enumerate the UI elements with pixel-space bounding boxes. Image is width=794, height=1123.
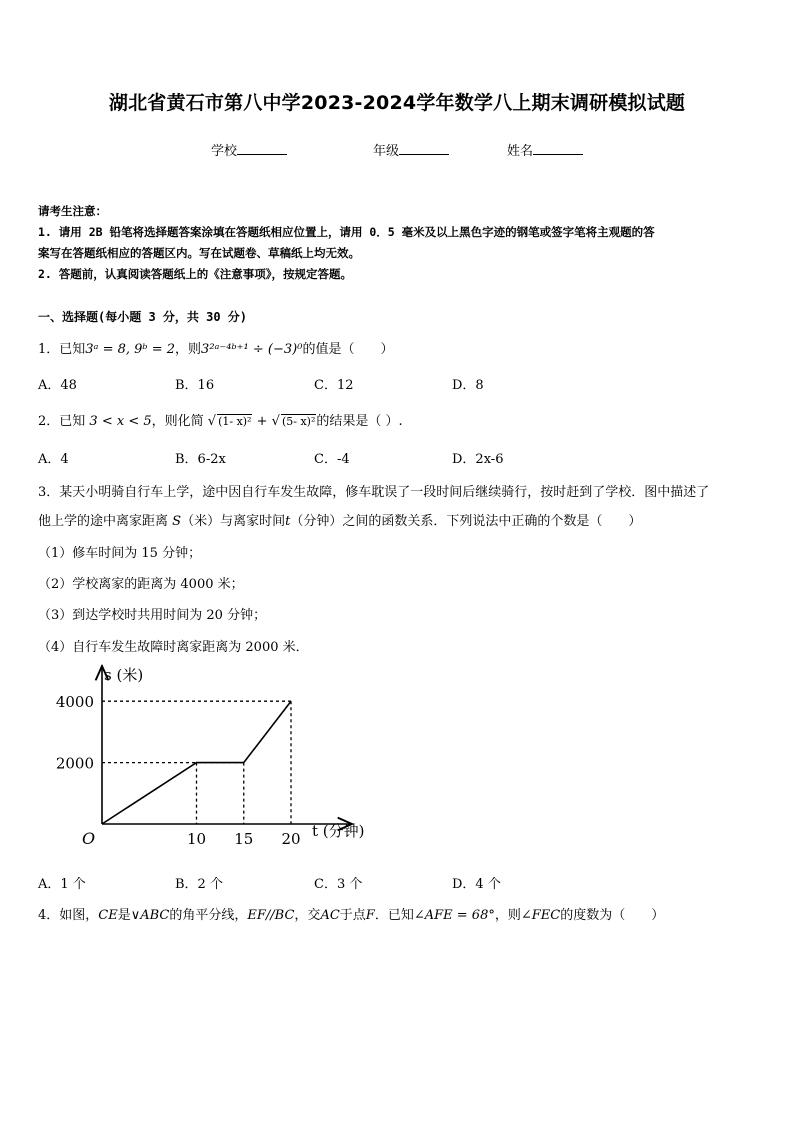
x-tick-label: 10 [186, 830, 207, 848]
q4-t2: 的角平分线， [169, 908, 248, 923]
q1-option-c: C．12 [314, 378, 354, 393]
x-tick-label: 15 [234, 830, 254, 848]
distance-time-graph [40, 660, 380, 860]
school-blank [237, 142, 287, 155]
q3-statement-3: （3）到达学校时共用时间为 20 分钟； [38, 608, 267, 623]
x-axis-label: t (分钟) [312, 822, 365, 840]
q2-option-d: D．2x-6 [452, 452, 504, 467]
q4-ce: CE [98, 908, 118, 923]
q2-tail: 的结果是（ ）. [316, 414, 403, 429]
q2-option-a: A．4 [38, 452, 69, 467]
q3-statement-2: （2）学校离家的距离为 4000 米； [38, 577, 244, 592]
q4-f: F [365, 908, 375, 923]
q4-t6: ，则 [494, 908, 521, 923]
q4-afe: ∠AFE = 68° [413, 908, 495, 923]
notice-line-1a: 1. 请用 2B 铅笔将选择题答案涂填在答题纸相应位置上，请用 0．5 毫米及以上黑色字迹的钢笔或签字笔将主观题的答 [38, 225, 655, 239]
grade-field [373, 140, 449, 159]
q3-line-2b: （米）与离家时间 [181, 514, 286, 529]
q2-sqrt-2: (5- x)² [281, 415, 316, 428]
q4-number: 4．如图， [38, 908, 99, 923]
q1-option-b: B．16 [175, 378, 215, 393]
q2-option-b: B．6-2x [175, 452, 226, 467]
grade-blank [399, 142, 449, 155]
q3-line-2a: 他上学的途中离家距离 [38, 514, 169, 529]
q4-t3: ，交 [294, 908, 321, 923]
name-blank [533, 142, 583, 155]
q1-number: 1．已知 [38, 342, 86, 357]
school-label: 学校 [211, 144, 238, 159]
q1-option-a: A．48 [38, 378, 77, 393]
q3-option-b: B．2 个 [175, 877, 223, 892]
name-field [507, 140, 583, 159]
origin-label: O [82, 829, 96, 848]
notice-line-1b: 案写在答题纸相应的答题区内。写在试题卷、草稿纸上均无效。 [38, 246, 360, 260]
q3-line-1: 3．某天小明骑自行车上学，途中因自行车发生故障，修车耽误了一段时间后继续骑行，按时赶到了学校．图中描述了 [38, 485, 710, 500]
q4-abc: ∨ABC [130, 908, 170, 923]
q4-ac: AC [320, 908, 340, 923]
q3-line-2 [38, 510, 641, 529]
q4-t7: 的度数为（ ） [560, 908, 665, 923]
page-title: 湖北省黄石市第八中学2023-2024学年数学八上期末调研模拟试题 [108, 92, 686, 114]
q4-fec: ∠FEC [520, 908, 561, 923]
q3-line-2c: （分钟）之间的函数关系．下列说法中正确的个数是（ ） [290, 514, 642, 529]
notice-heading: 请考生注意： [38, 204, 107, 218]
question-2: 2．已知 3 < x < 5，则化简 √ (1- x)² + √ (5- x)²的结果是（ ）. [38, 414, 403, 429]
q2-mid: ，则化简 [151, 414, 204, 429]
y-tick-label: 4000 [55, 693, 94, 712]
y-axis-label: s (米) [104, 666, 144, 684]
q1-mid: ，则 [175, 342, 202, 357]
q4-t4: 于点 [339, 908, 366, 923]
q2-option-c: C．-4 [314, 452, 350, 467]
q3-option-a: A．1 个 [38, 877, 86, 892]
q1-expression: 3²ᵃ⁻⁴ᵇ⁺¹ ÷ (−3)⁰ [201, 342, 303, 357]
q2-plus: + [256, 414, 268, 429]
notice-line-2: 2. 答题前，认真阅读答题纸上的《注意事项》，按规定答题。 [38, 267, 353, 281]
q3-var-s: S [172, 514, 182, 529]
x-tick-label: 20 [281, 830, 301, 848]
q2-condition: 3 < x < 5 [89, 414, 152, 429]
q1-tail: 的值是（ ） [302, 342, 394, 357]
question-1 [38, 338, 393, 357]
q2-sqrt-1: (1- x)² [218, 415, 252, 428]
q4-t1: 是 [117, 908, 131, 923]
q3-var-t: t [285, 514, 291, 529]
q3-statement-4: （4）自行车发生故障时离家距离为 2000 米． [38, 640, 309, 655]
question-4 [38, 904, 664, 923]
q4-t5: ．已知 [374, 908, 414, 923]
q3-option-d: D．4 个 [452, 877, 501, 892]
q1-option-d: D．8 [452, 378, 484, 393]
grade-label: 年级 [373, 144, 400, 159]
y-tick-label: 2000 [55, 754, 94, 773]
q1-condition: 3ᵃ = 8, 9ᵇ = 2 [85, 342, 176, 357]
q3-option-c: C．3 个 [314, 877, 363, 892]
q3-statement-1: （1）修车时间为 15 分钟； [38, 546, 202, 561]
name-label: 姓名 [507, 144, 534, 159]
section-heading: 一、选择题(每小题 3 分，共 30 分) [38, 310, 248, 324]
school-field [211, 140, 287, 159]
q2-number: 2．已知 [38, 414, 86, 429]
q4-efbc: EF//BC [247, 908, 295, 923]
